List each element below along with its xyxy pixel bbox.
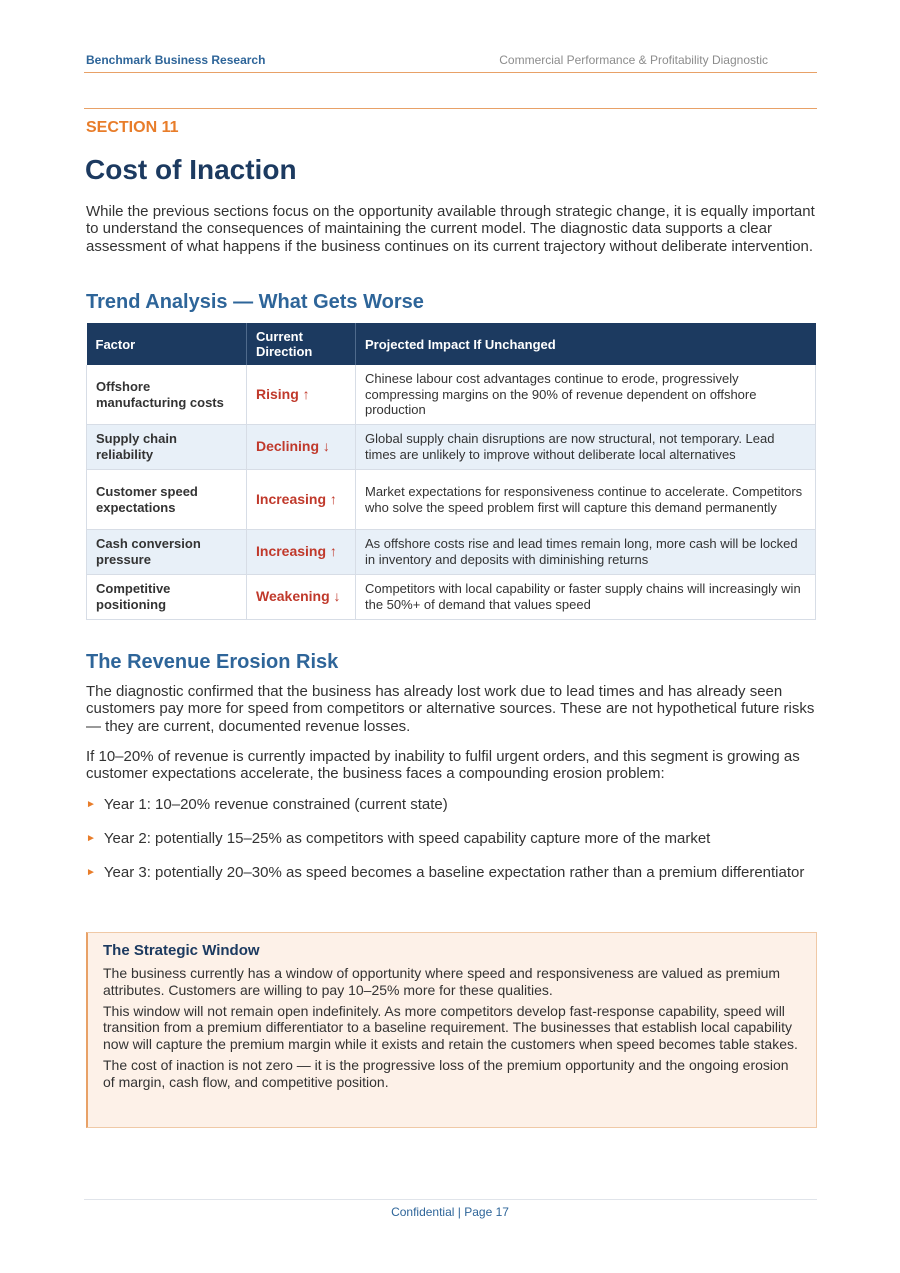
intro-paragraph: While the previous sections focus on the opportunity available through strategic change, it is equally important to understand the consequences of maintaining the current model. The diagnostic data supports a clear assessment of what happens if the business continues on its current trajectory without deliberate intervention.: [86, 203, 815, 255]
impact-cell: Chinese labour cost advantages continue to erode, progressively compressing margins on the 90% of revenue dependent on offshore production: [356, 365, 816, 425]
direction-cell: Weakening ↓: [247, 575, 356, 620]
impact-cell: Market expectations for responsiveness continue to accelerate. Competitors who solve the speed problem first will capture this demand permanently: [356, 470, 816, 530]
factor-cell: Offshore manufacturing costs: [87, 365, 247, 425]
triangle-right-icon: ►: [86, 833, 96, 844]
direction-cell: Rising ↑: [247, 365, 356, 425]
factor-cell: Cash conversion pressure: [87, 530, 247, 575]
list-item: [86, 830, 816, 849]
page-footer: Confidential | Page 17: [391, 1205, 509, 1219]
list-item-text: Year 1: 10–20% revenue constrained (current state): [103, 796, 448, 813]
callout-paragraph-2: This window will not remain open indefinitely. As more competitors develop fast-response capability, speed will transition from a premium differentiator to a baseline requirement. The businesses that establish local capability now will capture the premium margin while it exists and retain the customers when speed becomes table stakes.: [103, 1002, 798, 1053]
impact-cell: Competitors with local capability or faster supply chains will increasingly win the 50%+ of demand that values speed: [356, 575, 816, 620]
table-header-row: [87, 323, 816, 365]
triangle-right-icon: ►: [86, 867, 96, 878]
table-row: [87, 530, 816, 575]
header-report-title: Commercial Performance & Profitability Diagnostic: [499, 53, 768, 67]
list-item: [86, 864, 816, 883]
table-row: [87, 365, 816, 425]
direction-cell: Increasing ↑: [247, 470, 356, 530]
factor-cell: Customer speed expectations: [87, 470, 247, 530]
revenue-paragraph-1: The diagnostic confirmed that the business has already lost work due to lead times and has already seen customers pay more for speed from competitors or alternative sources. These are not hypothetical future risks — they are current, documented revenue losses.: [86, 683, 815, 735]
factor-cell: Competitive positioning: [87, 575, 247, 620]
impact-cell: Global supply chain disruptions are now structural, not temporary. Lead times are unlikely to improve without deliberate local alternatives: [356, 425, 816, 470]
direction-cell: Declining ↓: [247, 425, 356, 470]
section-divider: [84, 108, 817, 109]
strategic-window-callout: [86, 932, 817, 1128]
section-label: SECTION 11: [86, 119, 179, 136]
list-item-text: Year 2: potentially 15–25% as competitors with speed capability capture more of the market: [103, 830, 711, 847]
table-row: [87, 470, 816, 530]
callout-paragraph-1: The business currently has a window of opportunity where speed and responsiveness are valued as premium attributes. Customers are willing to pay 10–25% more for these qualities.: [103, 965, 781, 998]
footer-divider: [84, 1199, 817, 1200]
header-divider: [84, 72, 817, 73]
factor-cell: Supply chain reliability: [87, 425, 247, 470]
revenue-heading: The Revenue Erosion Risk: [86, 651, 339, 673]
table-row: [87, 575, 816, 620]
triangle-right-icon: ►: [86, 799, 96, 810]
column-header-factor: Factor: [87, 323, 247, 365]
trend-heading: Trend Analysis — What Gets Worse: [86, 291, 424, 313]
erosion-bullet-list: [86, 796, 816, 898]
column-header-direction: Current Direction: [247, 323, 356, 365]
direction-cell: Increasing ↑: [247, 530, 356, 575]
list-item: [86, 796, 816, 815]
trend-table: [86, 323, 816, 620]
header-org-name: Benchmark Business Research: [86, 53, 266, 67]
column-header-impact: Projected Impact If Unchanged: [356, 323, 816, 365]
revenue-paragraph-2: If 10–20% of revenue is currently impacted by inability to fulfil urgent orders, and this segment is growing as customer expectations accelerate, the business faces a compounding erosion problem:: [86, 748, 800, 783]
callout-paragraph-3: The cost of inaction is not zero — it is the progressive loss of the premium opportunity and the ongoing erosion of margin, cash flow, and competitive position.: [103, 1056, 789, 1090]
page-title: Cost of Inaction: [85, 154, 297, 185]
callout-title: The Strategic Window: [103, 942, 260, 959]
impact-cell: As offshore costs rise and lead times remain long, more cash will be locked in inventory and deposits with diminishing returns: [356, 530, 816, 575]
table-row: [87, 425, 816, 470]
list-item-text: Year 3: potentially 20–30% as speed becomes a baseline expectation rather than a premium differentiator: [103, 864, 805, 881]
